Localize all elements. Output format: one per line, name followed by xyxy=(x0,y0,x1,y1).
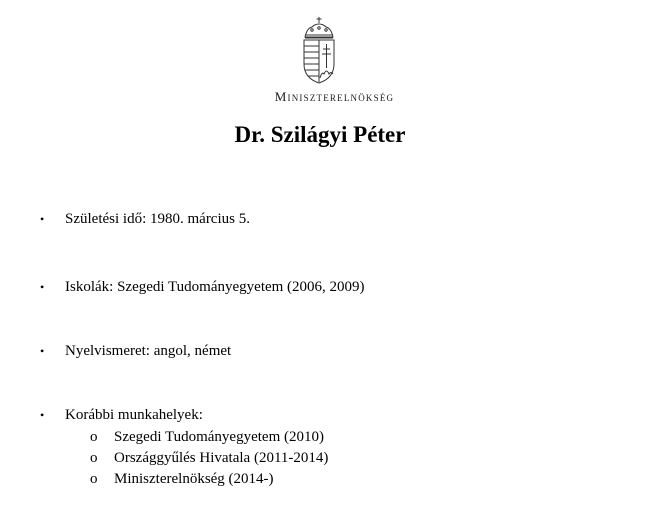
sub-bullet-marker: o xyxy=(90,429,98,445)
bullet-marker: • xyxy=(40,408,45,422)
sub-list-item xyxy=(90,428,324,446)
organization-name: Miniszterelnökség xyxy=(274,89,395,104)
list-item-text: Iskolák: Szegedi Tudományegyetem (2006, 2009) xyxy=(65,279,365,295)
bullet-marker: • xyxy=(40,280,45,294)
sub-bullet-marker: o xyxy=(90,450,98,466)
list-item-text: Nyelvismeret: angol, német xyxy=(65,343,232,359)
list-item xyxy=(40,210,250,228)
list-item xyxy=(40,342,231,360)
bullet-marker: • xyxy=(40,344,45,358)
hungarian-coat-of-arms-icon xyxy=(300,16,338,86)
sub-list-item-text: Szegedi Tudományegyetem (2010) xyxy=(114,429,324,445)
sub-list-item-text: Miniszterelnökség (2014-) xyxy=(114,471,274,487)
sub-list-item xyxy=(90,449,328,467)
list-item-text: Születési idő: 1980. március 5. xyxy=(65,211,250,227)
sub-bullet-marker: o xyxy=(90,471,98,487)
list-item xyxy=(40,278,365,296)
page-title: Dr. Szilágyi Péter xyxy=(234,122,406,147)
sub-list-item-text: Országgyűlés Hivatala (2011-2014) xyxy=(114,450,329,466)
sub-list-item xyxy=(90,470,274,488)
list-item-text: Korábbi munkahelyek: xyxy=(65,407,203,423)
list-item xyxy=(40,406,203,424)
bullet-marker: • xyxy=(40,212,45,226)
